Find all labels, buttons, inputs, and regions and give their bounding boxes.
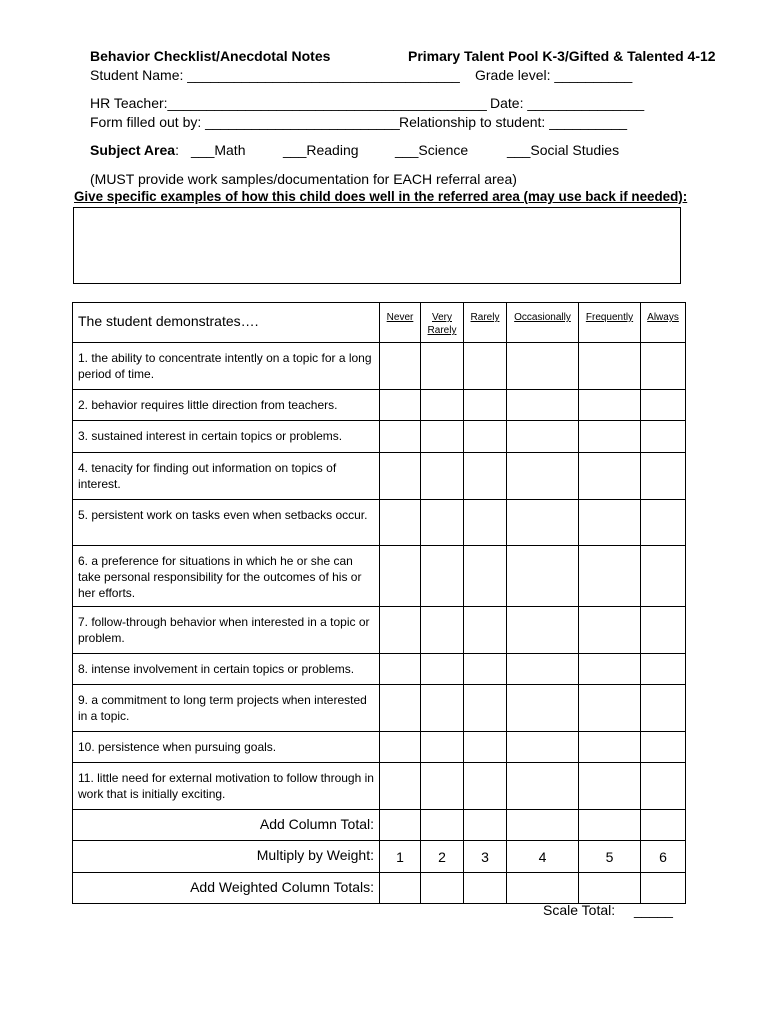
rating-cell[interactable] [579, 343, 641, 390]
rating-cell[interactable] [464, 390, 507, 421]
rating-cell[interactable] [641, 343, 686, 390]
rating-cell[interactable] [641, 654, 686, 685]
weighted-total-row [73, 873, 686, 904]
examples-prompt: Give specific examples of how this child does well in the referred area (may use back if needed): [74, 189, 688, 204]
rating-cell[interactable] [507, 654, 579, 685]
rating-cell[interactable] [421, 421, 464, 453]
subject-area [90, 142, 179, 158]
scale-total-field[interactable]: _____ [634, 902, 673, 918]
subject-science-option[interactable]: ___Science [395, 142, 469, 158]
rating-cell[interactable] [380, 546, 421, 607]
examples-text-box[interactable] [73, 207, 681, 284]
rating-cell[interactable] [421, 500, 464, 546]
rating-cell[interactable] [641, 763, 686, 810]
rating-cell[interactable] [464, 732, 507, 763]
rating-cell[interactable] [579, 546, 641, 607]
student-name-field[interactable]: Student Name: ___________________________________ [90, 67, 460, 83]
rating-cell[interactable] [421, 546, 464, 607]
weight-value: 5 [579, 841, 641, 873]
behavior-item-text: 9. a commitment to long term projects when interested in a topic. [73, 685, 380, 732]
rating-cell[interactable] [641, 685, 686, 732]
total-cell[interactable] [641, 810, 686, 841]
weighted-total-cell[interactable] [507, 873, 579, 904]
behavior-item-text: 2. behavior requires little direction from teachers. [73, 390, 380, 421]
total-cell[interactable] [579, 810, 641, 841]
table-row [73, 685, 686, 732]
rating-cell[interactable] [579, 654, 641, 685]
rating-cell[interactable] [380, 654, 421, 685]
weight-value: 2 [421, 841, 464, 873]
rating-cell[interactable] [464, 685, 507, 732]
column-total-row [73, 810, 686, 841]
rating-cell[interactable] [380, 685, 421, 732]
behavior-item-text: 6. a preference for situations in which he or she can take personal responsibility for the outcomes of his or her efforts. [73, 546, 380, 607]
multiply-by-weight-label: Multiply by Weight: [73, 841, 380, 873]
rating-cell[interactable] [380, 421, 421, 453]
form-title: Behavior Checklist/Anecdotal Notes [90, 48, 331, 64]
rating-cell[interactable] [380, 453, 421, 500]
behavior-item-text: 3. sustained interest in certain topics or problems. [73, 421, 380, 453]
rating-cell[interactable] [464, 763, 507, 810]
col-occasionally: Occasionally [507, 303, 579, 343]
hr-teacher-field[interactable]: HR Teacher:_________________________________________ [90, 95, 487, 111]
rating-cell[interactable] [579, 390, 641, 421]
weight-value: 3 [464, 841, 507, 873]
scale-total-label: Scale Total: [543, 902, 616, 918]
rating-cell[interactable] [641, 500, 686, 546]
rating-cell[interactable] [380, 732, 421, 763]
rating-cell[interactable] [507, 685, 579, 732]
relationship-field[interactable]: Relationship to student: __________ [399, 114, 628, 130]
behavior-item-text: 5. persistent work on tasks even when setbacks occur. [73, 500, 380, 546]
rating-cell[interactable] [579, 421, 641, 453]
rating-cell[interactable] [464, 453, 507, 500]
table-row [73, 390, 686, 421]
rating-cell[interactable] [380, 343, 421, 390]
subject-area-colon: : [175, 142, 179, 158]
behavior-item-text: 11. little need for external motivation to follow through in work that is initially exciting. [73, 763, 380, 810]
rating-cell[interactable] [464, 546, 507, 607]
rating-cell[interactable] [421, 343, 464, 390]
table-row [73, 343, 686, 390]
rating-cell[interactable] [507, 390, 579, 421]
weighted-total-cell[interactable] [579, 873, 641, 904]
total-cell[interactable] [507, 810, 579, 841]
rating-cell[interactable] [464, 421, 507, 453]
table-row [73, 654, 686, 685]
subject-math-option[interactable]: ___Math [191, 142, 246, 158]
rating-cell[interactable] [421, 453, 464, 500]
behavior-item-text: 7. follow-through behavior when interested in a topic or problem. [73, 607, 380, 654]
rating-cell[interactable] [641, 453, 686, 500]
rating-cell[interactable] [421, 763, 464, 810]
col-always: Always [641, 303, 686, 343]
rating-cell[interactable] [421, 607, 464, 654]
add-weighted-totals-label: Add Weighted Column Totals: [73, 873, 380, 904]
rating-cell[interactable] [579, 732, 641, 763]
subject-reading-option[interactable]: ___Reading [283, 142, 359, 158]
rating-cell[interactable] [507, 500, 579, 546]
rating-cell[interactable] [579, 500, 641, 546]
weight-value: 6 [641, 841, 686, 873]
weighted-total-cell[interactable] [641, 873, 686, 904]
rating-cell[interactable] [421, 732, 464, 763]
rating-cell[interactable] [380, 763, 421, 810]
col-rarely: Rarely [464, 303, 507, 343]
table-row [73, 607, 686, 654]
rating-cell[interactable] [380, 500, 421, 546]
date-field[interactable]: Date: _______________ [490, 95, 645, 111]
demonstrates-header: The student demonstrates…. [73, 303, 380, 343]
behavior-item-text: 8. intense involvement in certain topics or problems. [73, 654, 380, 685]
rating-cell[interactable] [579, 607, 641, 654]
grade-level-field[interactable]: Grade level: __________ [475, 67, 633, 83]
weighted-total-cell[interactable] [380, 873, 421, 904]
rating-cell[interactable] [641, 732, 686, 763]
behavior-checklist-table [72, 302, 686, 904]
rating-cell[interactable] [507, 607, 579, 654]
rating-cell[interactable] [641, 421, 686, 453]
program-title: Primary Talent Pool K-3/Gifted & Talented 4-12 [408, 48, 716, 64]
table-row [73, 732, 686, 763]
rating-cell[interactable] [464, 654, 507, 685]
weighted-total-cell[interactable] [421, 873, 464, 904]
rating-cell[interactable] [421, 390, 464, 421]
rating-cell[interactable] [507, 453, 579, 500]
rating-cell[interactable] [380, 390, 421, 421]
weight-row [73, 841, 686, 873]
rating-cell[interactable] [507, 421, 579, 453]
rating-cell[interactable] [579, 763, 641, 810]
total-cell[interactable] [464, 810, 507, 841]
add-column-total-label: Add Column Total: [73, 810, 380, 841]
rating-cell[interactable] [507, 732, 579, 763]
subject-area-label: Subject Area [90, 142, 176, 158]
col-frequently: Frequently [579, 303, 641, 343]
rating-cell[interactable] [579, 453, 641, 500]
rating-cell[interactable] [421, 685, 464, 732]
behavior-item-text: 4. tenacity for finding out information on topics of interest. [73, 453, 380, 500]
table-row [73, 546, 686, 607]
filled-by-field[interactable]: Form filled out by: _________________________ [90, 114, 400, 130]
col-very-rarely: Very Rarely [421, 303, 464, 343]
rating-cell[interactable] [579, 685, 641, 732]
rating-cell[interactable] [380, 607, 421, 654]
weight-value: 4 [507, 841, 579, 873]
rating-cell[interactable] [507, 763, 579, 810]
table-row [73, 453, 686, 500]
rating-cell[interactable] [464, 343, 507, 390]
rating-cell[interactable] [641, 607, 686, 654]
table-row [73, 421, 686, 453]
rating-cell[interactable] [464, 500, 507, 546]
weighted-total-cell[interactable] [464, 873, 507, 904]
documentation-note: (MUST provide work samples/documentation for EACH referral area) [90, 171, 517, 187]
rating-cell[interactable] [421, 654, 464, 685]
rating-cell[interactable] [641, 546, 686, 607]
rating-cell[interactable] [507, 343, 579, 390]
col-never: Never [380, 303, 421, 343]
total-cell[interactable] [421, 810, 464, 841]
behavior-item-text: 10. persistence when pursuing goals. [73, 732, 380, 763]
rating-cell[interactable] [464, 607, 507, 654]
behavior-item-text: 1. the ability to concentrate intently on a topic for a long period of time. [73, 343, 380, 390]
rating-cell[interactable] [507, 546, 579, 607]
weight-value: 1 [380, 841, 421, 873]
subject-social-studies-option[interactable]: ___Social Studies [507, 142, 620, 158]
table-header-row [73, 303, 686, 343]
table-row [73, 500, 686, 546]
rating-cell[interactable] [641, 390, 686, 421]
table-row [73, 763, 686, 810]
total-cell[interactable] [380, 810, 421, 841]
